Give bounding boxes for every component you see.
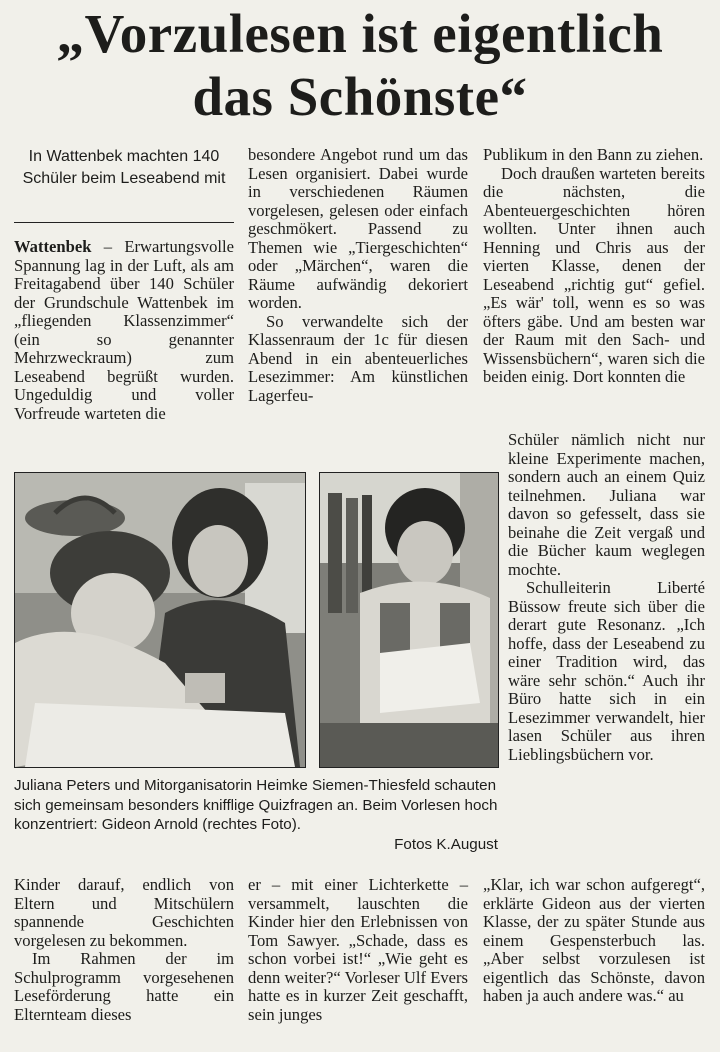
paragraph: Publikum in den Bann zu ziehen. <box>483 145 704 164</box>
headline-line-2: das Schönste“ <box>192 66 528 127</box>
article-column-3-bottom <box>483 876 705 1006</box>
article-column-1 <box>14 238 234 423</box>
subheading-rule <box>14 222 234 223</box>
photo-left <box>14 472 306 768</box>
photo-right <box>319 472 499 768</box>
photo-caption <box>14 776 498 854</box>
lead-paragraph <box>14 238 234 423</box>
photo-left-image <box>15 473 305 767</box>
photo-right-image <box>320 473 498 767</box>
paragraph: Doch draußen warteten bereits die nächsten, die Abenteuergeschichten hören wollten. Unter ihnen auch Henning und Chris aus der vierten Klasse, denen der Leseabend „richtig gut“ gefiel. „Es wär' toll, wenn es so was öfters gäbe. Und am besten war der Raum mit den Sach- und Wissensbüchern“, waren sich die beiden einig. Dort konnten die <box>483 163 705 386</box>
subheading: In Wattenbek machten 140 Schüler beim Leseabend mit <box>22 148 226 187</box>
paragraph: besondere Angebot rund um das Lesen organisiert. Dabei wurde in verschiedenen Räumen vorgelesen, gelesen oder einfach geschmökert. Passend zu Themen wie „Tiergeschichten“ oder „Märchen“, waren die Räume aufwändig dekoriert worden. <box>248 145 468 312</box>
lead-text: – Erwartungsvolle Spannung lag in der Luft, als am Freitagabend über 140 Schüler der Grundschule Wattenbek im „fliegenden Klassenzimmer“ (ein so genannter Mehrzweckraum) zum Leseabend begrüßt wurden. Ungeduldig und voller Vorfreude warteten die <box>14 237 234 423</box>
article-column-3-continued <box>508 431 705 764</box>
headline <box>0 2 720 128</box>
article-column-3 <box>483 146 705 387</box>
paragraph: Schulleiterin Liberté Büssow freute sich über die derart gute Resonanz. „Ich hoffe, dass der Leseabend zu einer Tradition wird, das wäre sehr schön.“ Auch ihr Büro hatte sich in ein Lesezimmer verwandelt, hier lasen Schüler aus ihren Lieblingsbüchern vor. <box>508 578 705 764</box>
paragraph: er – mit einer Lichterkette – versammelt, lauschten die Kinder hier den Erlebnissen von Tom Sawyer. „Schade, dass es schon vorbei ist!“ „Wie geht es denn weiter?“ Vorleser Ulf Evers hatte es in kurzer Zeit geschafft, sein junges <box>248 875 468 1024</box>
article-column-2 <box>248 146 468 405</box>
photo-credit: Fotos K.August <box>394 835 498 853</box>
paragraph: Kinder darauf, endlich von Eltern und Mitschülern spannende Geschichten vorgelesen zu bekommen. <box>14 875 234 950</box>
paragraph: Im Rahmen der im Schulprogramm vorgesehenen Leseförderung hatte ein Elternteam dieses <box>14 949 234 1024</box>
article-column-2-bottom <box>248 876 468 1024</box>
headline-line-1: „Vorzulesen ist eigentlich <box>56 3 664 64</box>
article-column-1-bottom <box>14 876 234 1024</box>
caption-text: Juliana Peters und Mitorganisatorin Heimke Siemen-Thiesfeld schauten sich gemeinsam besonders knifflige Quizfragen an. Beim Vorlesen hoch konzentriert: Gideon Arnold (rechtes Foto). <box>14 777 498 833</box>
paragraph: So verwandelte sich der Klassenraum der 1c für diesen Abend in ein abenteuerliches Lesezimmer: Am künstlichen Lagerfeu- <box>248 311 468 405</box>
dateline: Wattenbek <box>14 237 92 256</box>
paragraph: „Klar, ich war schon aufgeregt“, erklärte Gideon aus der vierten Klasse, der zu später Stunde aus einem Gespensterbuch las. „Aber selbst vorzulesen ist eigentlich das Schönste, davon haben ja auch andere was.“ au <box>483 875 705 1005</box>
paragraph: Schüler nämlich nicht nur kleine Experimente machen, sondern auch an einem Quiz teilnehmen. Juliana war davon so gefesselt, dass sie beinahe die Zeit vergaß und die Bücher kaum weglegen mochte. <box>508 430 705 579</box>
